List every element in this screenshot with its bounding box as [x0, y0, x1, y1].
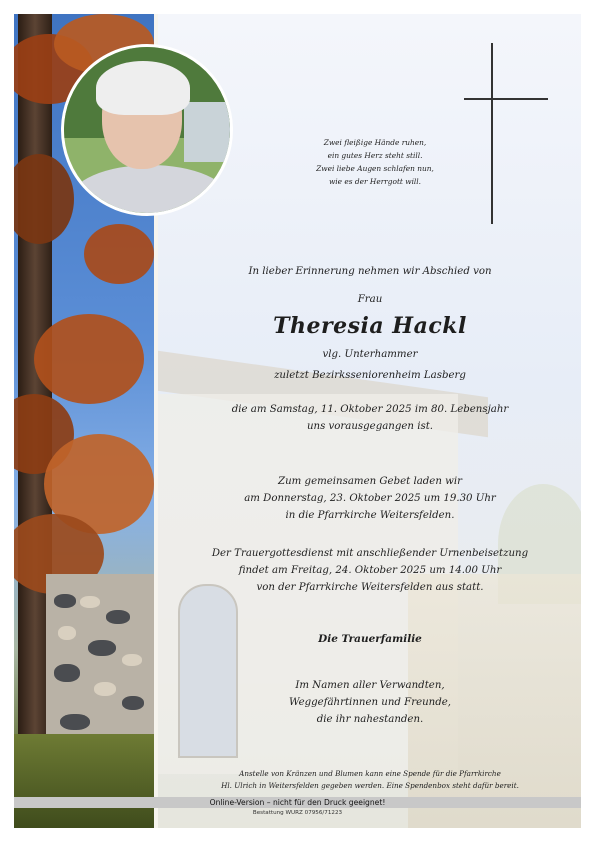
service-line: findet am Freitag, 24. Oktober 2025 um 14.00 Uhr — [238, 565, 502, 576]
prayer-notice — [160, 473, 580, 524]
closing-text — [160, 677, 580, 728]
salutation: Frau — [357, 294, 383, 305]
online-version-banner: Online-Version – nicht für den Druck geeignet! — [14, 797, 581, 808]
death-line: uns vorausgegangen ist. — [306, 421, 434, 432]
poem-line: Zwei fleißige Hände ruhen, — [323, 138, 427, 147]
service-line: von der Pfarrkirche Weitersfelden aus statt. — [256, 582, 484, 593]
death-line: die am Samstag, 11. Oktober 2025 im 80. Lebensjahr — [231, 404, 509, 415]
closing-line: Weggefährtinnen und Freunde, — [288, 697, 452, 708]
donation-note — [160, 768, 580, 792]
donation-line: Hl. Ulrich in Weitersfelden gegeben werden. Eine Spendenbox steht dafür bereit. — [221, 781, 519, 790]
poem-line: wie es der Herrgott will. — [328, 177, 422, 186]
house-name: vlg. Unterhammer — [322, 349, 418, 360]
service-line: Der Trauergottesdienst mit anschließender Urnenbeisetzung — [211, 548, 529, 559]
closing-line: Im Namen aller Verwandten, — [295, 680, 445, 691]
last-residence: zuletzt Bezirksseniorenheim Lasberg — [274, 370, 466, 381]
prayer-line: Zum gemeinsamen Gebet laden wir — [278, 476, 462, 487]
family-signature: Die Trauerfamilie — [318, 633, 422, 645]
donation-line: Anstelle von Kränzen und Blumen kann eine Spende für die Pfarrkirche — [239, 769, 501, 778]
undertaker-contact: Bestattung WURZ 07956/71223 — [252, 810, 343, 816]
funeral-service-notice — [160, 545, 580, 596]
poem-line: Zwei liebe Augen schlafen nun, — [316, 164, 434, 173]
portrait-photo — [61, 44, 233, 216]
intro-text: In lieber Erinnerung nehmen wir Abschied von — [248, 266, 492, 277]
poem — [300, 136, 450, 188]
prayer-line: am Donnerstag, 23. Oktober 2025 um 19.30 Uhr — [244, 493, 496, 504]
prayer-line: in die Pfarrkirche Weitersfelden. — [285, 510, 455, 521]
deceased-name: Theresia Hackl — [273, 313, 467, 339]
chapel-door-image — [178, 584, 238, 758]
death-notice — [160, 401, 580, 435]
closing-line: die ihr nahestanden. — [316, 714, 424, 725]
poem-line: ein gutes Herz steht still. — [327, 151, 423, 160]
